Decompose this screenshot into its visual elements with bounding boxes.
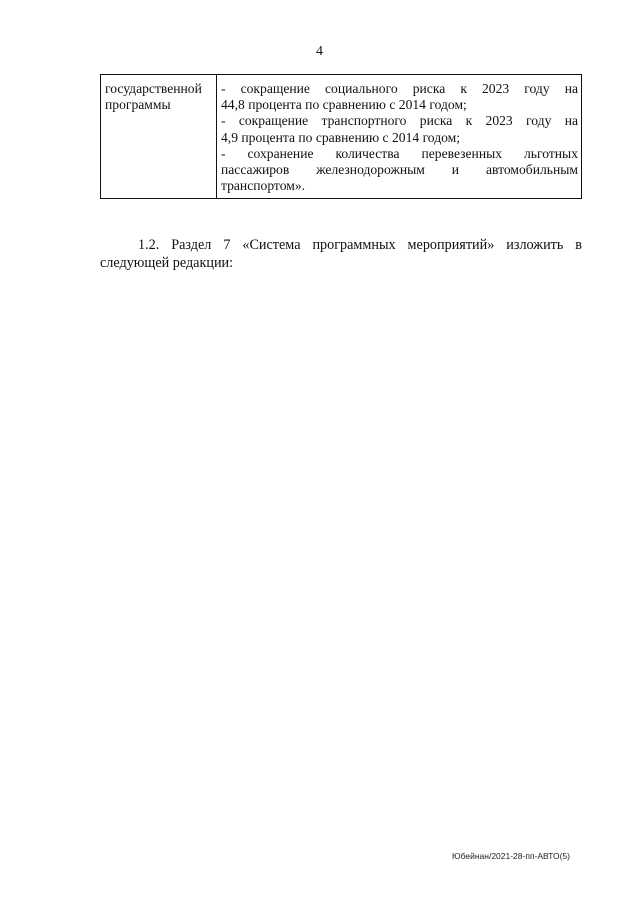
paragraph-line-1: 1.2. Раздел 7 «Система программных мероприятий» изложить в bbox=[138, 237, 582, 253]
result-line-5: - сохранение количества перевезенных льготных bbox=[221, 145, 578, 161]
program-label-line-2: программы bbox=[105, 97, 171, 113]
page-number: 4 bbox=[316, 44, 323, 59]
paragraph-line-2: следующей редакции: bbox=[100, 254, 234, 271]
section-paragraph bbox=[100, 237, 582, 272]
result-line-2: 44,8 процента по сравнению с 2014 годом; bbox=[221, 97, 467, 113]
result-line-4: 4,9 процента по сравнению с 2014 годом; bbox=[221, 129, 461, 145]
result-line-1: - сокращение социального риска к 2023 году на bbox=[221, 81, 578, 96]
result-line-6: пассажиров железнодорожным и автомобильным bbox=[221, 162, 578, 178]
table-row bbox=[101, 75, 582, 199]
program-label-line-1: государственной bbox=[105, 81, 202, 96]
program-results-cell bbox=[217, 75, 582, 199]
document-code-footer: Юбейнан/2021-28-пп-АВТО(5) bbox=[452, 851, 570, 861]
result-line-3: - сокращение транспортного риска к 2023 году на bbox=[221, 113, 578, 129]
program-label-cell bbox=[101, 75, 217, 199]
result-line-7: транспортом». bbox=[221, 178, 306, 194]
program-table bbox=[100, 74, 582, 199]
